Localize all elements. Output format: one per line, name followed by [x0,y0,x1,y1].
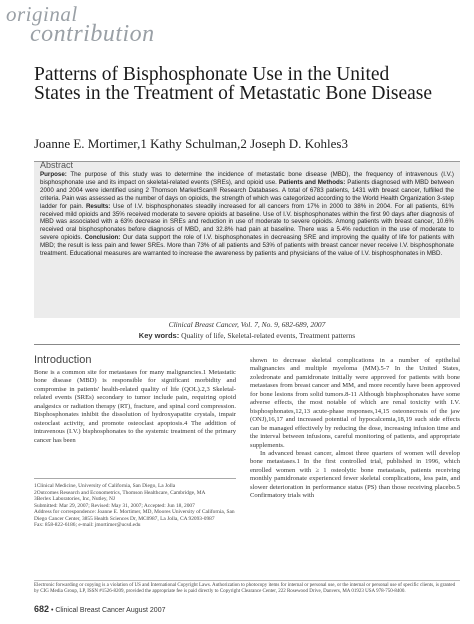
divider [34,344,460,345]
abstract-purpose-label: Purpose: [40,171,67,178]
abstract-pm: Patients diagnosed with MBD between 2000 and 2004 were identified using 2 Thomson MarketScan® Research Databases. A total of 6783 patients, 1431 with breast cancer, fulfilled the criteria. Pain was assessed as the number of days on opioids, the strength of which was categorized according to the World Health Organization 3-step ladder for pain. [40,178,454,210]
abstract-results-label: Results: [85,202,111,210]
keywords [34,331,460,340]
footnote-line: 1Clinical Medicine, University of California, San Diego, La Jolla [34,483,176,489]
page-folio [34,604,166,614]
abstract-label: Abstract [40,160,74,170]
journal-citation: Clinical Breast Cancer, Vol. 7, No. 9, 682-689, 2007 [168,320,326,329]
intro-paragraph: In advanced breast cancer, almost three quarters of women will develop bone metastases.1 In the first controlled trial, published in 1996, which enrolled women with ≥ 1 osteolytic bone metastasis, patients receiving monthly pamidronate experienced fewer skeletal complications, less pain, and slower deterioration in performance status (PS) than those receiving placebo.5 Confirmatory trials with [250,449,460,500]
keywords-label: Key words: [138,331,180,340]
footnote-line: Address for correspondence: Joanne E. Mortimer, MD, Moores University of California, San Diego Cancer Center, 3855 Health Sciences Dr, MC0987, La Jolla, CA 92093-0987 [34,509,235,522]
abstract-conclusion-label: Conclusion: [84,234,121,242]
intro-column-2 [250,357,460,501]
affiliations-footnote [34,478,236,529]
intro-paragraph: shown to decrease skeletal complications in a number of epithelial malignancies and multiple myeloma (MM).5-7 In the United States, zoledronate and pamidronate initially were approved for patients with bone metastases from breast cancer and MM, and more recently have been approved for bone lesions from solid tumors.8-11 Although bisphosphonates have some adverse effects, the most notable of which are renal toxicity with I.V. bisphosphonates,12,13 acute-phase responses,14,15 osteonecrosis of the jaw (ONJ),16,17 and increased potential of hypocalcemia,18,19 such side effects can be managed effectively by reducing the dose, increasing infusion time and the interval between infusions, careful monitoring of patients, and appropriate supplements. [250,357,460,449]
abstract-conclusion: Our data support the role of I.V. bisphosphonates in decreasing SRE and improving the quality of life for patients with MBD; the result is less pain and fewer SREs. More than 73% of all patients and 53% of patients with breast cancer never receive I.V. bisphosphonate treatment. Educational measures are warranted to increase the awareness by patients and physicians of the value of I.V. bisphosphonates in MBD. [40,234,454,258]
footnote-line: Fax: 858-822-6186; e-mail: jmortimer@ucsd.edu [34,522,141,528]
footnote-line: 2Outcomes Research and Econometrics, Thomson Healthcare, Cambridge, MA [34,489,206,496]
intro-column-1: Bone is a common site for metastases for many malignancies.1 Metastatic bone disease (MBD) is responsible for significant morbidity and compromise in patients' health-related quality of life (QOL).2,3 Skeletal-related events (SREs) secondary to tumor include pain, requiring opioid analgesics or radiation therapy (RT), fracture, and spinal cord compression. Bisphosphonates inhibit the dissolution of hydroxyapatite crystals, impair osteoclast activity, and promote osteoclast apoptosis.4 The addition of intravenous (I.V.) bisphosphonates to the systemic treatment of the primary cancer has been [34,369,236,444]
footnote-line: 3Berlex Laboratories, Inc, Nutley, NJ [34,496,115,502]
keywords-text: Quality of life, Skeletal-related events, Treatment patterns [179,331,356,340]
abstract-results: Use of I.V. bisphosphonates steadily increased for all cancers from 17% in 2000 to 38% in 2004. For all patients, 61% received mild opioids and 35% received moderate to severe opioids at baseline. Use of I.V. bisphosphonates within the first 90 days after diagnosis of MBD was associated with a 63% decrease in SREs and reduction in use of moderate to severe opioids. Among patients with breast cancer, 10.6% received oral bisphosphonates before diagnosis of MBD, and 32.8% had pain at baseline. There was a 5.4% reduction in the use of moderate to severe opioids. [40,202,454,242]
abstract-pm-label: Patients and Methods: [278,178,346,186]
abstract-text [40,171,454,258]
article-authors: Joanne E. Mortimer,1 Kathy Schulman,2 Joseph D. Kohles3 [34,136,348,151]
footnote-line: Submitted: Mar 29, 2007; Revised: May 31, 2007; Accepted: Jun 18, 2007 [34,502,195,509]
section-label-original: original [6,2,78,26]
intro-heading: Introduction [34,354,92,366]
section-label-contribution: contribution [30,21,155,47]
abstract-purpose: The purpose of this study was to determine the incidence of metastatic bone disease (MBD), the frequency of intravenous (I.V.) bisphosphonate use and its impact on skeletal-related events (SREs), and opioid use. [40,171,454,186]
article-title: Patterns of Bisphosphonate Use in the United States in the Treatment of Metastatic Bone Disease [34,64,433,104]
journal-running-title: • Clinical Breast Cancer August 2007 [49,607,166,614]
copyright-notice: Electronic forwarding or copying is a violation of US and International Copyright Laws. Authorization to photocopy items for internal or personal use, or the internal or personal use of specific clients, is granted by CIG Media Group, LP, ISSN #1526-8209, provided the appropriate fee is paid directly to Copyright Clearance Center, 222 Rosewood Drive, Danvers, MA 01923 USA 978-750-8400. [34,580,460,594]
page-number: 682 [34,604,50,614]
